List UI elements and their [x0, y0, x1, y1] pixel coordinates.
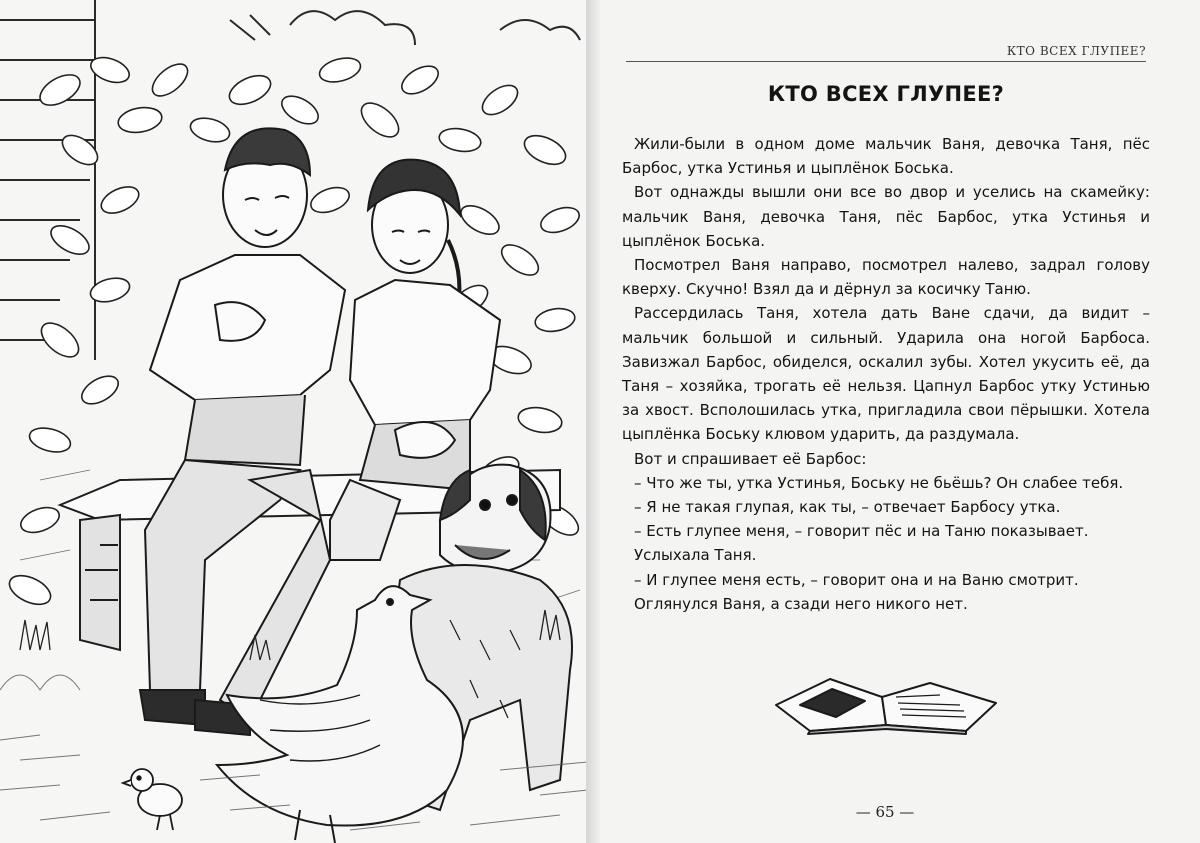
story-paragraph: – Есть глупее меня, – говорит пёс и на Таню показывает. — [634, 522, 1089, 541]
story-paragraph: Оглянулся Ваня, а сзади него никого нет. — [634, 594, 968, 613]
story-paragraph: Вот и спрашивает её Барбос: — [634, 449, 867, 468]
children-dog-duck-illustration — [0, 0, 588, 843]
story-paragraph: – И глупее меня есть, – говорит она и на Ваню смотрит. — [634, 570, 1079, 589]
running-title: КТО ВСЕХ ГЛУПЕЕ? — [1006, 44, 1146, 58]
illustration-page — [0, 0, 588, 843]
story-paragraph: Рассердилась Таня, хотела дать Ване сдачи, да видит – мальчик большой и сильный. Ударила она ногой Барбоса. Завизжал Барбос, обиделся, оскалил зубы. Хотел укусить её, да Таня – хозяйка, трогать её нельзя. Цапнул Барбос утку Устинью за хвост. Всполошилась утка, пригладила свои пёрышки. Хотела цыплёнка Боську клювом ударить, да раздумала. — [622, 304, 1150, 444]
page-number: — 65 — — [855, 803, 915, 821]
open-book-icon — [770, 675, 1002, 735]
story-paragraph: – Я не такая глупая, как ты, – отвечает Барбосу утка. — [634, 498, 1061, 517]
story-paragraph: Жили-были в одном доме мальчик Ваня, девочка Таня, пёс Барбос, утка Устинья и цыплёнок Боська. — [622, 135, 1150, 178]
story-body — [622, 132, 1150, 616]
header-rule — [626, 61, 1146, 62]
story-paragraph: Посмотрел Ваня направо, посмотрел налево, задрал голову кверху. Скучно! Взял да и дёрнул за косичку Таню. — [622, 256, 1150, 299]
story-paragraph: – Что же ты, утка Устинья, Боську не бьёшь? Он слабее тебя. — [634, 473, 1124, 492]
story-paragraph: Услыхала Таня. — [634, 546, 757, 565]
story-title: КТО ВСЕХ ГЛУПЕЕ? — [767, 82, 1005, 106]
story-paragraph: Вот однажды вышли они все во двор и уселись на скамейку: мальчик Ваня, девочка Таня, пёс Барбос, утка Устинья и цыплёнок Боська. — [622, 183, 1150, 250]
